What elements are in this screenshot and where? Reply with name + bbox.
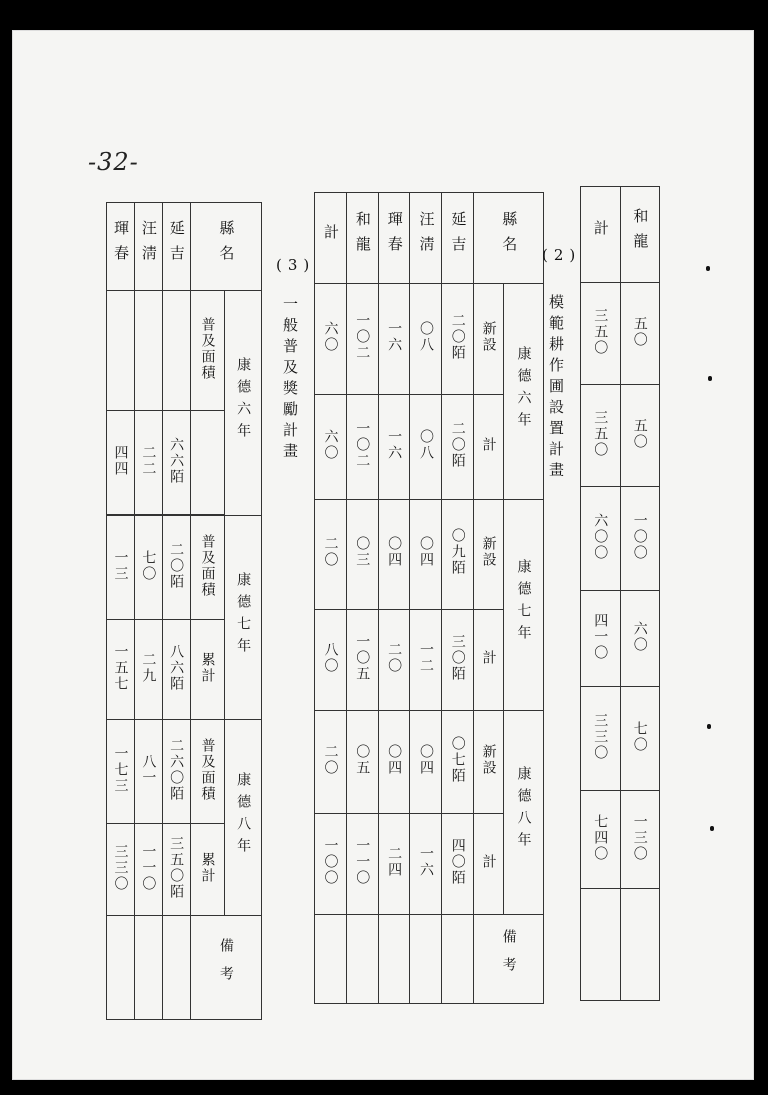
year8-label: 康德八年 — [235, 771, 252, 860]
rt-cell: 一〇〇 — [631, 512, 648, 561]
new-label: 新設 — [480, 743, 497, 776]
page-number: -32- — [88, 148, 139, 176]
year6-label: 康德六年 — [515, 345, 532, 434]
year8-label: 康德八年 — [515, 766, 532, 855]
total-sub-label: 計 — [480, 853, 497, 870]
s2-cell: 一〇二 — [354, 421, 371, 470]
s3-cell: 七〇 — [140, 549, 157, 582]
s2-cell: 一〇二 — [354, 313, 371, 362]
model-farm-table — [314, 192, 544, 1004]
total-label: 計 — [591, 220, 610, 245]
remarks-label: 備考 — [217, 937, 234, 994]
rt-cell: 三三〇 — [592, 712, 609, 761]
rt-cell: 一三〇 — [631, 813, 648, 862]
s3-cell: 二二 — [140, 444, 157, 477]
county-wangqing: 汪淸 — [139, 219, 158, 270]
cum-label: 累計 — [199, 651, 216, 684]
county-header: 縣名 — [217, 219, 236, 270]
s2-cell: 二〇 — [322, 536, 339, 569]
area-label: 普及面積 — [199, 533, 216, 598]
county-header: 縣名 — [500, 211, 519, 261]
s3-cell: 三三〇 — [112, 843, 129, 892]
s3-cell: 二〇陌 — [168, 541, 185, 590]
year7-label: 康德七年 — [235, 571, 252, 660]
county-hunchun: 琿春 — [385, 211, 404, 261]
county-helong: 和龍 — [353, 211, 372, 261]
cum-label: 累計 — [199, 851, 216, 884]
s2-cell: 二〇 — [322, 743, 339, 776]
section2-number: (2) — [542, 246, 582, 264]
county-hunchun: 琿春 — [112, 219, 131, 270]
s3-cell: 八六陌 — [168, 643, 185, 692]
s3-cell: 一五七 — [112, 643, 129, 692]
rt-cell: 四一〇 — [592, 612, 609, 661]
s2-cell: 六〇 — [322, 429, 339, 462]
s2-cell: 一二 — [417, 641, 434, 674]
s2-cell: 〇四 — [386, 536, 403, 569]
new-label: 新設 — [480, 321, 497, 354]
s2-cell: 二〇 — [386, 641, 403, 674]
continued-table — [580, 186, 660, 1001]
s3-cell: 二九 — [140, 651, 157, 684]
s3-cell: 一七三 — [112, 745, 129, 794]
county-yanji: 延吉 — [449, 211, 468, 261]
s3-cell: 一一〇 — [140, 843, 157, 892]
s3-cell: 一三 — [112, 549, 129, 582]
s2-cell: 二〇陌 — [449, 313, 466, 362]
year7-label: 康德七年 — [515, 559, 532, 648]
county-helong: 和龍 — [631, 207, 650, 258]
s3-cell: 二六〇陌 — [168, 737, 185, 802]
scan-speck — [708, 376, 712, 381]
s2-cell: 〇三 — [354, 536, 371, 569]
s2-cell: 〇七陌 — [449, 735, 466, 784]
s2-cell: 一一〇 — [354, 837, 371, 886]
total-sub-label: 計 — [480, 437, 497, 454]
remarks-label: 備考 — [500, 928, 517, 985]
rt-cell: 五〇 — [631, 417, 648, 450]
s2-cell: 一六 — [386, 429, 403, 462]
s2-cell: 三〇陌 — [449, 633, 466, 682]
s2-cell: 二四 — [386, 845, 403, 878]
s2-cell: 〇四 — [386, 743, 403, 776]
s2-cell: 一〇五 — [354, 633, 371, 682]
scan-speck — [706, 266, 710, 271]
s3-cell: 八一 — [140, 753, 157, 786]
s2-cell: 一六 — [386, 321, 403, 354]
s2-cell: 一〇〇 — [322, 837, 339, 886]
s2-cell: 一六 — [417, 845, 434, 878]
s3-cell: 六六陌 — [168, 436, 185, 485]
s2-cell: 〇四 — [417, 536, 434, 569]
rt-cell: 五〇 — [631, 315, 648, 348]
s2-cell: 四〇陌 — [449, 837, 466, 886]
general-promotion-table — [106, 202, 262, 1020]
s2-cell: 〇八 — [417, 429, 434, 462]
scan-speck — [710, 826, 714, 831]
section2-title: 模範耕作圃設置計畫 — [547, 294, 565, 483]
s2-cell: 〇八 — [417, 321, 434, 354]
scan-speck — [707, 724, 711, 729]
rt-cell: 六〇〇 — [592, 512, 609, 561]
rt-cell: 三五〇 — [592, 307, 609, 356]
new-label: 新設 — [480, 536, 497, 569]
area-label: 普及面積 — [199, 737, 216, 802]
county-wangqing: 汪淸 — [417, 211, 436, 261]
s2-cell: 二〇陌 — [449, 421, 466, 470]
rt-cell: 七四〇 — [592, 813, 609, 862]
section3-number: (3) — [276, 256, 316, 274]
area-label: 普及面積 — [199, 316, 216, 381]
s3-cell: 四四 — [112, 444, 129, 477]
s2-cell: 〇四 — [417, 743, 434, 776]
year6-label: 康德六年 — [235, 357, 252, 445]
total-label: 計 — [322, 223, 341, 249]
county-yanji: 延吉 — [167, 219, 186, 270]
s2-cell: 〇五 — [354, 743, 371, 776]
s2-cell: 八〇 — [322, 641, 339, 674]
s3-cell: 三五〇陌 — [168, 835, 185, 900]
s2-cell: 六〇 — [322, 321, 339, 354]
s2-cell: 〇九陌 — [449, 528, 466, 577]
total-sub-label: 計 — [480, 649, 497, 666]
rt-cell: 七〇 — [631, 720, 648, 753]
section3-title: 一般普及獎勵計畫 — [281, 296, 299, 464]
rt-cell: 六〇 — [631, 620, 648, 653]
rt-cell: 三五〇 — [592, 409, 609, 458]
